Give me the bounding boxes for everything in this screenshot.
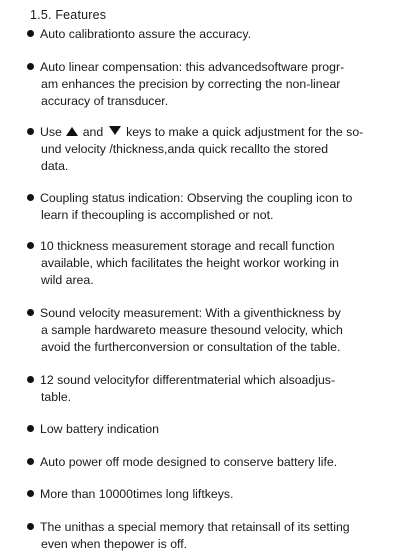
bullet-icon	[27, 128, 34, 135]
feature-text: table.	[41, 390, 72, 404]
feature-text: am enhances the precision by correcting the non-linear	[41, 77, 341, 91]
feature-text: Sound velocity measurement: With a giventhickness by	[40, 306, 341, 320]
bullet-icon	[27, 490, 34, 497]
bullet-icon	[27, 458, 34, 465]
feature-item-auto-power-off	[27, 454, 409, 471]
feature-text: und velocity /thickness,anda quick recallto the stored	[41, 142, 329, 156]
up-arrow-key-icon	[66, 127, 78, 136]
feature-text: Use	[40, 125, 62, 139]
feature-item-memory	[27, 519, 409, 553]
feature-text: and	[82, 125, 104, 139]
feature-text: Auto power off mode designed to conserve battery life.	[40, 455, 338, 469]
feature-text: keys to make a quick adjustment for the so-	[126, 125, 364, 139]
feature-text: avoid the furtherconversion or consultation of the table.	[41, 340, 341, 354]
feature-item-quick-adjustment	[27, 124, 409, 175]
feature-item-storage	[27, 238, 409, 289]
feature-text: learn if thecoupling is accomplished or not.	[41, 208, 274, 222]
down-arrow-key-icon	[109, 126, 121, 135]
feature-item-key-life	[27, 486, 409, 503]
feature-item-linear-compensation	[27, 59, 409, 110]
feature-item-low-battery	[27, 421, 409, 438]
bullet-icon	[27, 30, 34, 37]
bullet-icon	[27, 523, 34, 530]
bullet-icon	[27, 425, 34, 432]
feature-text: 10 thickness measurement storage and recall function	[40, 239, 335, 253]
feature-text: More than 10000times long liftkeys.	[40, 487, 234, 501]
feature-item-auto-calibration	[27, 26, 409, 43]
feature-text: data.	[41, 159, 69, 173]
bullet-icon	[27, 309, 34, 316]
feature-text: a sample hardwareto measure thesound velocity, which	[41, 323, 343, 337]
feature-text: accuracy of transducer.	[41, 94, 169, 108]
feature-text: 12 sound velocityfor differentmaterial which alsoadjus-	[40, 373, 336, 387]
feature-text: Low battery indication	[40, 422, 159, 436]
feature-item-sound-velocity-measurement	[27, 305, 409, 356]
feature-text: even when thepower is off.	[41, 537, 188, 551]
section-heading: 1.5. Features	[30, 8, 107, 22]
bullet-icon	[27, 242, 34, 249]
feature-text: available, which facilitates the height workor working in	[41, 256, 340, 270]
bullet-icon	[27, 194, 34, 201]
feature-text: Auto calibrationto assure the accuracy.	[40, 27, 251, 41]
feature-text: Coupling status indication: Observing the coupling icon to	[40, 191, 353, 205]
feature-text: The unithas a special memory that retainsall of its setting	[40, 520, 350, 534]
feature-text: wild area.	[41, 273, 94, 287]
bullet-icon	[27, 63, 34, 70]
bullet-icon	[27, 376, 34, 383]
feature-item-coupling-status	[27, 190, 409, 224]
feature-item-sound-velocity-presets	[27, 372, 409, 406]
feature-text: Auto linear compensation: this advancedsoftware progr-	[40, 60, 345, 74]
